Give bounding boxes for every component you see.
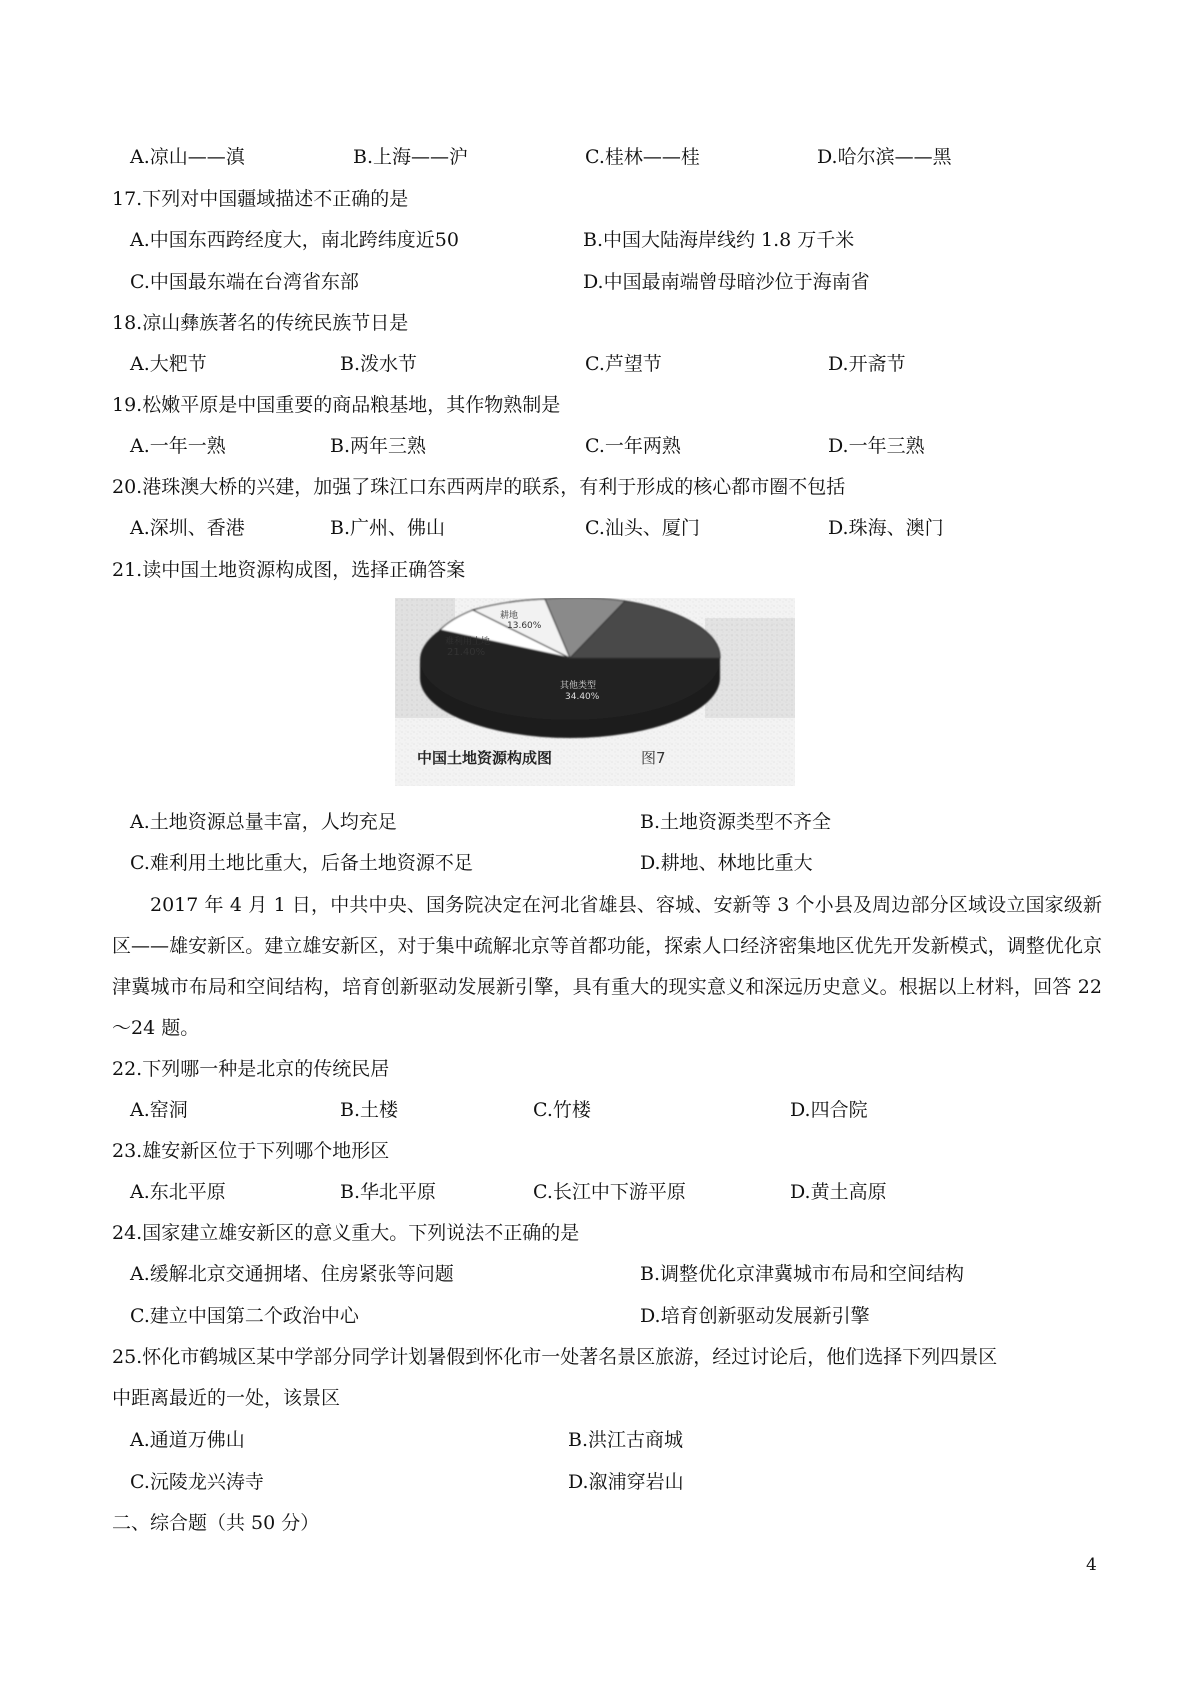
- q18-option-a: A.大粑节: [130, 353, 207, 375]
- q19-option-d: D.一年三熟: [828, 435, 925, 457]
- q23-option-a: A.东北平原: [130, 1181, 226, 1203]
- q16-option-b: B.上海——沪: [353, 146, 469, 168]
- q21-option-a: A.土地资源总量丰富，人均充足: [130, 811, 397, 833]
- q22-option-c: C.竹楼: [533, 1099, 591, 1121]
- q25-option-c: C.沅陵龙兴涛寺: [130, 1471, 264, 1493]
- q16-option-a: A.凉山——滇: [130, 146, 245, 168]
- figure-caption: 中国土地资源构成图: [417, 749, 553, 767]
- q24-option-c: C.建立中国第二个政治中心: [130, 1305, 359, 1327]
- section-2-heading: 二、综合题（共 50 分）: [112, 1512, 320, 1534]
- q17-option-d: D.中国最南端曾母暗沙位于海南省: [583, 271, 870, 293]
- q20-stem: 20.港珠澳大桥的兴建，加强了珠江口东西两岸的联系，有利于形成的核心都市圈不包括: [112, 476, 846, 498]
- q18-option-c: C.芦望节: [585, 353, 662, 375]
- q16-option-c: C.桂林——桂: [585, 146, 700, 168]
- q17-option-b: B.中国大陆海岸线约 1.8 万千米: [583, 229, 855, 251]
- page-number: 4: [1086, 1555, 1097, 1575]
- q25-option-a: A.通道万佛山: [130, 1429, 245, 1451]
- q20-option-b: B.广州、佛山: [330, 517, 446, 539]
- q19-stem: 19.松嫩平原是中国重要的商品粮基地，其作物熟制是: [112, 394, 561, 416]
- pie-label-top-pct: 13.60%: [507, 621, 542, 631]
- q21-option-c: C.难利用土地比重大，后备土地资源不足: [130, 852, 473, 874]
- q19-option-a: A.一年一熟: [130, 435, 226, 457]
- q18-stem: 18.凉山彝族著名的传统民族节日是: [112, 312, 409, 334]
- q17-option-c: C.中国最东端在台湾省东部: [130, 271, 359, 293]
- pie-label-top: 耕地: [500, 611, 519, 621]
- q22-option-d: D.四合院: [790, 1099, 868, 1121]
- q24-option-a: A.缓解北京交通拥堵、住房紧张等问题: [130, 1263, 454, 1285]
- q25-option-b: B.洪江古商城: [568, 1429, 684, 1451]
- q21-option-d: D.耕地、林地比重大: [640, 852, 813, 874]
- q20-option-d: D.珠海、澳门: [828, 517, 944, 539]
- figure-number: 图7: [641, 749, 666, 767]
- q19-option-b: B.两年三熟: [330, 435, 427, 457]
- q17-option-a: A.中国东西跨经度大，南北跨纬度近50: [130, 229, 459, 251]
- q24-stem: 24.国家建立雄安新区的意义重大。下列说法不正确的是: [112, 1222, 580, 1244]
- q19-option-c: C.一年两熟: [585, 435, 681, 457]
- q21-option-b: B.土地资源类型不齐全: [640, 811, 832, 833]
- q16-option-d: D.哈尔滨——黑: [817, 146, 952, 168]
- q23-option-b: B.华北平原: [340, 1181, 437, 1203]
- pie-label-left-pct: 21.40%: [447, 647, 486, 658]
- q24-option-b: B.调整优化京津冀城市布局和空间结构: [640, 1263, 965, 1285]
- pie-label-left: 难利用土地: [445, 637, 491, 647]
- q23-stem: 23.雄安新区位于下列哪个地形区: [112, 1140, 390, 1162]
- q25-option-d: D.溆浦穿岩山: [568, 1471, 684, 1493]
- q24-option-d: D.培育创新驱动发展新引擎: [640, 1305, 870, 1327]
- q20-option-c: C.汕头、厦门: [585, 517, 700, 539]
- q23-option-d: D.黄土高原: [790, 1181, 887, 1203]
- q21-stem: 21.读中国土地资源构成图，选择正确答案: [112, 559, 466, 581]
- pie-label-bottom-pct: 34.40%: [565, 692, 600, 702]
- q18-option-d: D.开斋节: [828, 353, 906, 375]
- q25-stem-line1: 25.怀化市鹤城区某中学部分同学计划暑假到怀化市一处著名景区旅游，经过讨论后，他们选择下列四景区: [112, 1346, 998, 1368]
- xiongan-material-paragraph: 2017 年 4 月 1 日，中共中央、国务院决定在河北省雄县、容城、安新等 3 个小县及周边部分区域设立国家级新区——雄安新区。建立雄安新区，对于集中疏解北京等首都功能，探索人口经济密集地区优先开发新模式，调整优化京津冀城市布局和空间结构，培育创新驱动发展新引擎，具有重大的现实意义和深远历史意义。根据以上材料，回答 22～24 题。: [112, 894, 1102, 1039]
- pie-label-bottom: 其他类型: [560, 681, 597, 691]
- q22-option-b: B.土楼: [340, 1099, 399, 1121]
- q23-option-c: C.长江中下游平原: [533, 1181, 686, 1203]
- q20-option-a: A.深圳、香港: [130, 517, 245, 539]
- land-resource-pie-figure: [395, 598, 795, 786]
- q22-option-a: A.窑洞: [130, 1099, 188, 1121]
- q17-stem: 17.下列对中国疆域描述不正确的是: [112, 188, 409, 210]
- q25-stem-line2: 中距离最近的一处，该景区: [112, 1387, 341, 1409]
- q18-option-b: B.泼水节: [340, 353, 418, 375]
- q22-stem: 22.下列哪一种是北京的传统民居: [112, 1058, 390, 1080]
